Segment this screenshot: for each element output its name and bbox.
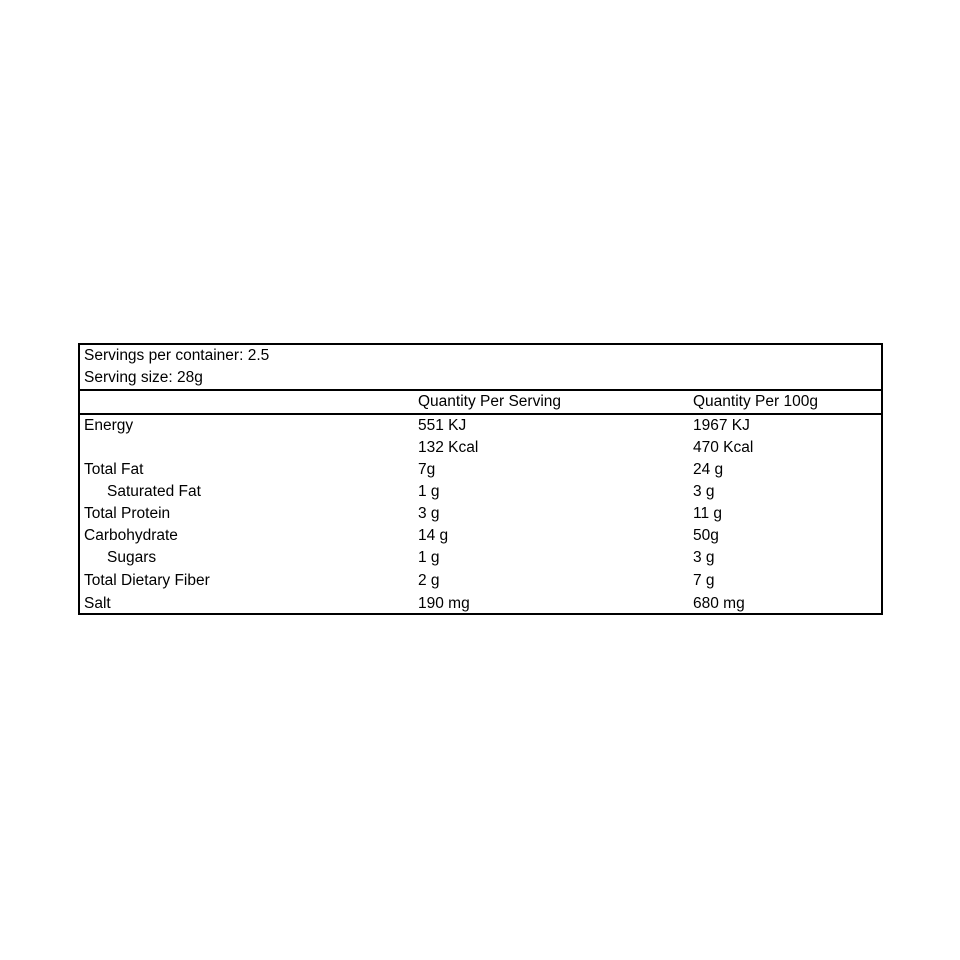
per-100g-value: 24 g bbox=[693, 461, 724, 478]
per-serving-value: 551 KJ bbox=[418, 417, 467, 434]
per-100g-value: 7 g bbox=[693, 572, 715, 589]
servings-per-container: Servings per container: 2.5 bbox=[84, 347, 270, 364]
nutrient-name: Carbohydrate bbox=[84, 527, 178, 544]
table-row bbox=[80, 503, 881, 525]
column-header-per-serving: Quantity Per Serving bbox=[418, 393, 562, 410]
per-serving-value: 7g bbox=[418, 461, 436, 478]
table-row bbox=[80, 415, 881, 437]
table-row bbox=[80, 547, 881, 569]
per-serving-value: 1 g bbox=[418, 483, 440, 500]
table-row bbox=[80, 459, 881, 481]
per-serving-value: 3 g bbox=[418, 505, 440, 522]
nutrient-name: Total Protein bbox=[84, 505, 171, 522]
per-100g-value: 680 mg bbox=[693, 595, 745, 612]
column-header-per-100g: Quantity Per 100g bbox=[693, 393, 818, 410]
per-serving-value: 132 Kcal bbox=[418, 439, 479, 456]
table-row bbox=[80, 481, 881, 503]
table-row bbox=[80, 570, 881, 592]
nutrient-name: Salt bbox=[84, 595, 111, 612]
per-100g-value: 50g bbox=[693, 527, 719, 544]
column-header-row bbox=[80, 391, 881, 415]
nutrient-name: Total Fat bbox=[84, 461, 144, 478]
per-100g-value: 3 g bbox=[693, 483, 715, 500]
serving-info bbox=[80, 345, 881, 391]
nutrient-name: Saturated Fat bbox=[107, 483, 201, 500]
table-row bbox=[80, 593, 881, 615]
nutrient-name: Sugars bbox=[107, 549, 157, 566]
per-100g-value: 3 g bbox=[693, 549, 715, 566]
table-row bbox=[80, 525, 881, 547]
table-row bbox=[80, 437, 881, 459]
per-100g-value: 1967 KJ bbox=[693, 417, 750, 434]
nutrition-table bbox=[78, 343, 883, 615]
nutrient-name: Energy bbox=[84, 417, 134, 434]
per-serving-value: 14 g bbox=[418, 527, 449, 544]
per-serving-value: 190 mg bbox=[418, 595, 470, 612]
per-serving-value: 2 g bbox=[418, 572, 440, 589]
per-100g-value: 11 g bbox=[693, 505, 723, 522]
serving-size: Serving size: 28g bbox=[84, 369, 203, 386]
nutrient-name: Total Dietary Fiber bbox=[84, 572, 210, 589]
per-100g-value: 470 Kcal bbox=[693, 439, 754, 456]
per-serving-value: 1 g bbox=[418, 549, 440, 566]
nutrient-rows bbox=[80, 415, 881, 615]
